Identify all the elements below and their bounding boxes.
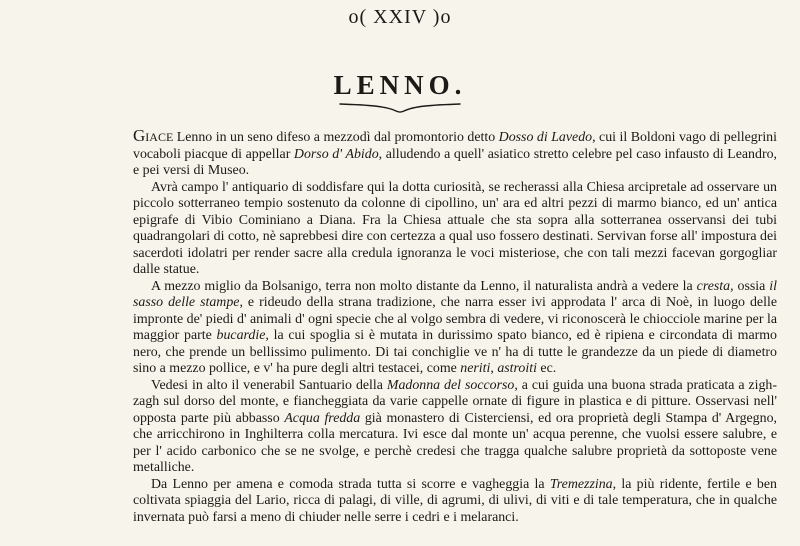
page-number: o( XXIV )o xyxy=(348,6,452,28)
italic-term: Madonna del soccorso xyxy=(386,377,515,393)
paragraph xyxy=(133,279,777,378)
title-flourish-ornament xyxy=(338,100,462,114)
drop-cap-word: Giace xyxy=(133,126,174,145)
text-run: A mezzo miglio da Bolsanigo, terra non molto distante da Lenno, il naturalista andrà a vedere la xyxy=(151,278,697,294)
text-run: , la più ridente, fertile e ben coltivata spiaggia del Lario, ricca di palagi, di ville, di agrumi, di ulivi, di viti e di tale temperatura, che in qualche invernata può farsi a meno di chiuder nelle serre i cedri e i melaranci. xyxy=(133,476,777,525)
italic-term: Dorso d' Abido xyxy=(293,146,379,162)
text-run: , a cui guida una buona strada praticata a zigh-zagh sul dorso del monte, e fiancheggiata da varie cappelle ornate di figure in plastica e di pitture. Osservasi nell' opposta parte più abbasso xyxy=(133,377,777,426)
text-run: Vedesi in alto il venerabil Santuario della xyxy=(151,377,387,393)
text-run: Lenno in un seno difeso a mezzodì dal promontorio detto xyxy=(173,130,499,145)
paragraph xyxy=(133,128,777,180)
italic-term: cresta xyxy=(696,278,731,294)
text-run: già monastero di Cisterciensi, ed ora proprietà degli Stampa d' Argegno, che arricchirono in Inghilterra colla mercatura. Ivi esce dal monte un' acqua perenne, che vuolsi essere salubre, e per l' acido carbonico che se ne svolge, e perchè credesi che tragga qualche salubre proprietà da sottoposte vene metalliche. xyxy=(133,410,777,475)
paragraph xyxy=(133,378,777,477)
text-run: , alludendo a quell' asiatico stretto celebre pel caso infausto di Leandro, e pei versi di Museo. xyxy=(133,146,777,178)
text-run: Da Lenno per amena e comoda strada tutta si scorre e vagheggia la xyxy=(151,476,550,492)
italic-term: astroiti xyxy=(497,361,537,376)
chapter-title: LENNO. xyxy=(333,70,467,100)
italic-term: il sasso delle stampe xyxy=(133,278,778,310)
text-run: , xyxy=(490,361,498,376)
paragraph xyxy=(133,180,777,279)
paragraph xyxy=(133,477,777,527)
body-text xyxy=(133,128,777,526)
text-run: , ossia xyxy=(730,278,770,294)
italic-term: bucardie xyxy=(216,328,266,343)
text-run: ec. xyxy=(536,361,557,376)
italic-term: Acqua fredda xyxy=(284,410,361,426)
italic-term: neriti xyxy=(460,361,491,376)
italic-term: Tremezzina xyxy=(549,476,613,492)
text-run: , e rideudo della strana tradizione, che narra esser ivi approdata l' arca di Noè, in luogo delle impronte de' piedi d' animali d' ogni specie che al volgo sembra di vedere, vi riconoscerà le chiocciole marine per la maggior parte xyxy=(133,295,777,343)
text-run: , la cui spoglia si è mutata in durissimo spato bianco, ed è ripiena e circondata di marmo nero, che prende un bellissimo pulimento. Di tai conchiglie ve n' ha di tutte le grandezze da un piede di diametro sino a mezzo pollice, e v' ha pure degli altri testacei, come xyxy=(133,328,778,376)
italic-term: Dosso di Lavedo xyxy=(498,130,593,145)
text-run: Avrà campo l' antiquario di soddisfare qui la dotta curiosità, se recherassi alla Chiesa arcipretale ad osservare un piccolo sotterraneo tempio sostenuto da colonne di cipollino, un' ara ed altri pezzi di marmo bianco, ed un' antica epigrafe di Vibio Cominiano a Diana. Fra la Chiesa attuale che sta sopra alla sotterranea osservansi dei tubi quadrangolari di cotto, nè saprebbesi dire con certezza a qual uso fossero destinati. Servivan forse all' impostura dei sacerdoti idolatri per render sacre alla credula ignoranza le voci misteriose, che con tali mezzi facevan gorgogliar dalle statue. xyxy=(133,179,777,277)
text-run: , cui il Boldoni vago di pellegrini vocaboli piacque di appellar xyxy=(133,130,777,162)
